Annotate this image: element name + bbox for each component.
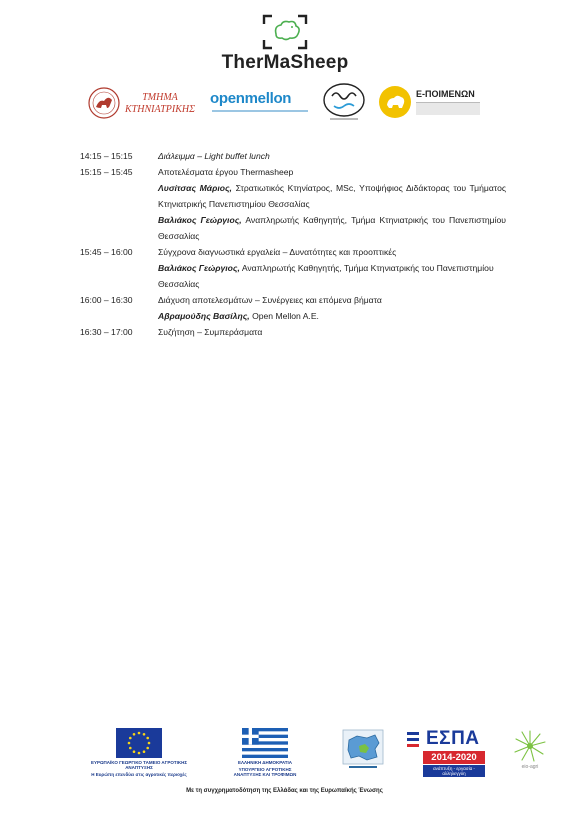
eu-caption-line1: ΕΥΡΩΠΑΪΚΟ ΓΕΩΡΓΙΚΟ ΤΑΜΕΙΟ ΑΓΡΟΤΙΚΗΣ ΑΝΑΠΤΥΞΗΣ bbox=[90, 760, 188, 770]
schedule-row bbox=[80, 164, 506, 244]
schedule-text: Αποτελέσματα έργου Thermasheep bbox=[158, 167, 294, 177]
espa-logo bbox=[405, 728, 487, 777]
schedule-content bbox=[158, 292, 506, 324]
speaker-role: Στρατιωτικός Κτηνίατρος, MSc, Υποψήφιος Διδάκτορας του Τμήματος Κτηνιατρικής Πανεπιστημίου Θεσσαλίας bbox=[158, 183, 507, 209]
eio-label: eio-agri bbox=[521, 764, 539, 770]
uth-vet-logo bbox=[85, 86, 195, 120]
speaker-name: Αβραμούδης Βασίλης, bbox=[158, 311, 250, 321]
main-logo-text: TherMaSheep bbox=[221, 52, 349, 73]
speaker-entry bbox=[158, 260, 506, 292]
schedule-time: 14:15 – 15:15 bbox=[80, 151, 133, 161]
speaker-entry bbox=[158, 180, 506, 212]
thessaly-region-logo bbox=[338, 728, 388, 770]
gr-caption-line2: ΥΠΟΥΡΓΕΙΟ ΑΓΡΟΤΙΚΗΣ ΑΝΑΠΤΥΞΗΣ ΚΑΙ ΤΡΟΦΙΜΩΝ bbox=[233, 767, 297, 777]
cofunding-statement: Με τη συγχρηματοδότηση της Ελλάδας και της Ευρωπαϊκής Ένωσης bbox=[186, 788, 383, 794]
university-seal-icon bbox=[87, 86, 121, 120]
schedule-text: Σύγχρονα διαγνωστικά εργαλεία – Δυνατότητες και προοπτικές bbox=[158, 247, 397, 257]
speaker-entry bbox=[158, 308, 506, 324]
openmellon-underline bbox=[212, 110, 308, 112]
schedule-time: 15:45 – 16:00 bbox=[80, 247, 133, 257]
funding-footer bbox=[0, 722, 569, 802]
schedule-time: 16:30 – 17:00 bbox=[80, 327, 133, 337]
eio-burst-icon bbox=[512, 728, 548, 764]
eio-agri-logo bbox=[510, 728, 550, 770]
gala-logo bbox=[318, 82, 370, 122]
region-map-icon bbox=[341, 728, 385, 770]
sheep-frame-icon bbox=[262, 14, 308, 50]
speaker-role: Αναπληρωτής Καθηγητής, Τμήμα Κτηνιατρικής του Πανεπιστημίου Θεσσαλίας bbox=[158, 215, 506, 241]
speaker-name: Βαλιάκος Γεώργιος, bbox=[158, 215, 242, 225]
speaker-name: Βαλιάκος Γεώργιος, bbox=[158, 263, 240, 273]
sheep-circle-icon bbox=[378, 85, 412, 119]
schedule-text: Διάλειμμα – Light buffet lunch bbox=[158, 151, 270, 161]
speaker-name: Λυσίτσας Μάριος, bbox=[158, 183, 232, 193]
greek-flag-icon bbox=[242, 728, 288, 758]
speaker-role: Open Mellon A.E. bbox=[252, 311, 319, 321]
schedule-content bbox=[158, 244, 506, 292]
schedule-content bbox=[158, 164, 506, 244]
espa-years: 2014-2020 bbox=[423, 751, 485, 764]
epoimenon-subtitle-box bbox=[416, 102, 480, 115]
speaker-role: Αναπληρωτής Καθηγητής, Τμήμα Κτηνιατρικής του Πανεπιστημίου Θεσσαλίας bbox=[158, 263, 494, 289]
schedule-row bbox=[80, 324, 506, 340]
espa-tagline: ανάπτυξη - εργασία - αλληλεγγύη bbox=[423, 765, 485, 777]
eu-caption-line2: Η Ευρώπη επενδύει στις αγροτικές περιοχές bbox=[91, 772, 187, 777]
partner-logos bbox=[0, 82, 569, 124]
thermasheep-logo bbox=[205, 14, 365, 74]
schedule-row bbox=[80, 244, 506, 292]
openmellon-wordmark: openmellon bbox=[210, 90, 292, 107]
schedule-row bbox=[80, 148, 506, 164]
eu-stars-icon bbox=[405, 728, 423, 750]
eu-flag-icon bbox=[116, 728, 162, 758]
schedule-time: 16:00 – 16:30 bbox=[80, 295, 133, 305]
uth-label-line1: ΤΜΗΜΑ bbox=[142, 92, 178, 103]
gala-milk-icon bbox=[318, 82, 370, 122]
gr-caption-line1: ΕΛΛΗΝΙΚΗ ΔΗΜΟΚΡΑΤΙΑ bbox=[237, 760, 293, 765]
schedule-text: Συζήτηση – Συμπεράσματα bbox=[158, 327, 263, 337]
uth-label-line2: ΚΤΗΝΙΑΤΡΙΚΗΣ bbox=[125, 104, 196, 115]
greek-ministry-logo bbox=[225, 728, 305, 777]
schedule bbox=[80, 148, 506, 340]
schedule-text: Διάχυση αποτελεσμάτων – Συνέργειες και επόμενα βήματα bbox=[158, 295, 382, 305]
epoimenon-title: Ε-ΠΟΙΜΕΝΩΝ bbox=[416, 89, 475, 99]
openmellon-logo bbox=[210, 88, 310, 118]
epoimenon-logo bbox=[378, 85, 488, 119]
eu-eafrd-logo bbox=[84, 728, 194, 777]
speaker-entry bbox=[158, 212, 506, 244]
schedule-time: 15:15 – 15:45 bbox=[80, 167, 133, 177]
espa-title: ΕΣΠΑ bbox=[426, 728, 480, 749]
schedule-row bbox=[80, 292, 506, 324]
